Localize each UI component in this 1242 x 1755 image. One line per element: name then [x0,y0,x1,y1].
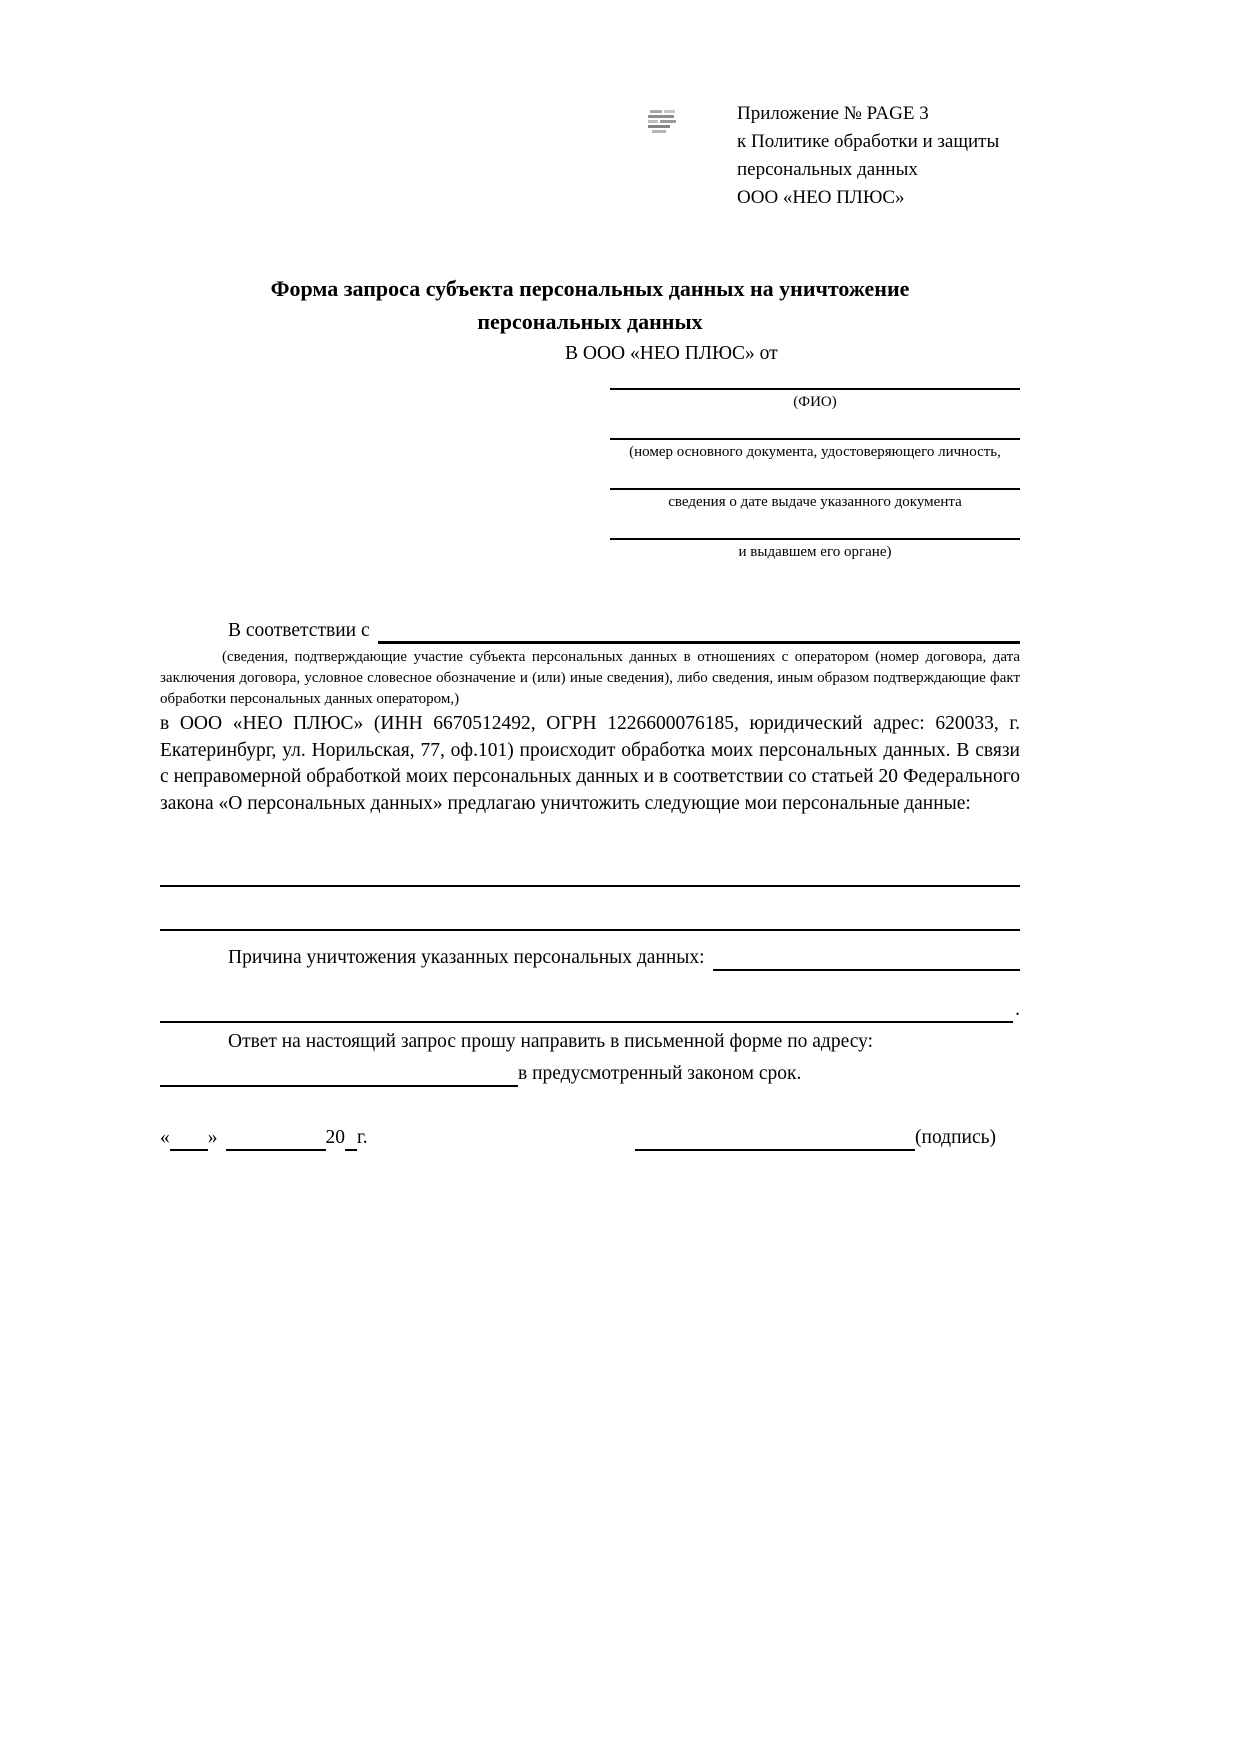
close-quote-text: » [207,1127,218,1148]
blank-line-2 [160,887,1020,931]
policy-line-1: к Политике обработки и защиты [737,131,1000,152]
field-fio [610,371,1020,412]
open-quote-text: « [160,1127,170,1148]
signature-blank-line [635,1129,915,1151]
main-paragraph: в ООО «НЕО ПЛЮС» (ИНН 6670512492, ОГРН 1226600076185, юридический адрес: 620033, г. Екатеринбург, ул. Норильская, 77, оф.101) происходит обработка моих персональных данных. В связи с неправомерной обработкой моих персональных данных и в соответствии со статьей 20 Федерального закона «О персональных данных» предлагаю уничтожить следующие мои персональные данные: [160,713,1020,814]
address-blank-line [160,1065,518,1087]
document-header [160,100,1020,216]
signature-line [635,1125,996,1151]
reason-row [160,945,1020,971]
signature-row [160,1125,1020,1151]
period-text: . [1015,999,1020,1020]
document-number-caption: (номер основного документа, удостоверяющего личность, [629,444,1001,460]
fio-blank-line [610,371,1020,390]
addressee-fields [610,371,1020,562]
response-request-text: Ответ на настоящий запрос прошу направить в письменной форме по адресу: [228,1031,874,1052]
field-issuing-authority [610,521,1020,562]
reason-label: Причина уничтожения указанных персональных данных: [228,947,705,968]
appendix-block [737,100,1020,212]
appendix-line: Приложение № PAGE 3 [737,103,929,124]
accordance-row [160,618,1020,644]
accordance-label: В соответствии с [228,620,370,641]
small-print-note: (сведения, подтверждающие участие субъекта персональных данных в отношениях с оператором (номер договора, дата заключения договора, условное словесное обозначение и (или) иные сведения), либо сведения, иным образом подтверждающие факт обработки персональных данных оператором,) [160,649,1020,707]
blank-line-1 [160,843,1020,887]
day-blank-line [170,1129,208,1151]
document-number-blank-line [610,421,1020,440]
year-blank-line [345,1129,357,1151]
issue-date-caption: сведения о дате выдаче указанного документа [668,494,962,510]
issuing-authority-blank-line [610,521,1020,540]
issue-date-blank-line [610,471,1020,490]
issuing-authority-caption: и выдавшем его органе) [738,544,892,560]
year-prefix-text: 20 [325,1127,345,1148]
addressee-line: В ООО «НЕО ПЛЮС» от [565,343,778,364]
reason-blank-line-2 [160,1001,1013,1023]
date-line [160,1125,368,1151]
year-suffix-text: г. [357,1127,368,1148]
reason-blank-line [713,949,1020,971]
policy-line-2: персональных данных [737,159,918,180]
accordance-blank-line [378,621,1020,644]
title-line-2: персональных данных [477,309,703,334]
month-blank-line [226,1129,326,1151]
address-row [160,1061,1020,1087]
document-title [160,272,1020,338]
field-code-artifact-icon [648,108,678,135]
reason-continuation-row [160,997,1020,1023]
field-document-number [610,421,1020,462]
data-to-destroy-blanks [160,843,1020,931]
company-name: ООО «НЕО ПЛЮС» [737,187,905,208]
response-suffix-text: в предусмотренный законом срок. [518,1063,802,1084]
fio-caption: (ФИО) [793,394,837,410]
signature-caption: (подпись) [915,1127,996,1148]
field-issue-date [610,471,1020,512]
title-line-1: Форма запроса субъекта персональных данных на уничтожение [270,276,910,301]
